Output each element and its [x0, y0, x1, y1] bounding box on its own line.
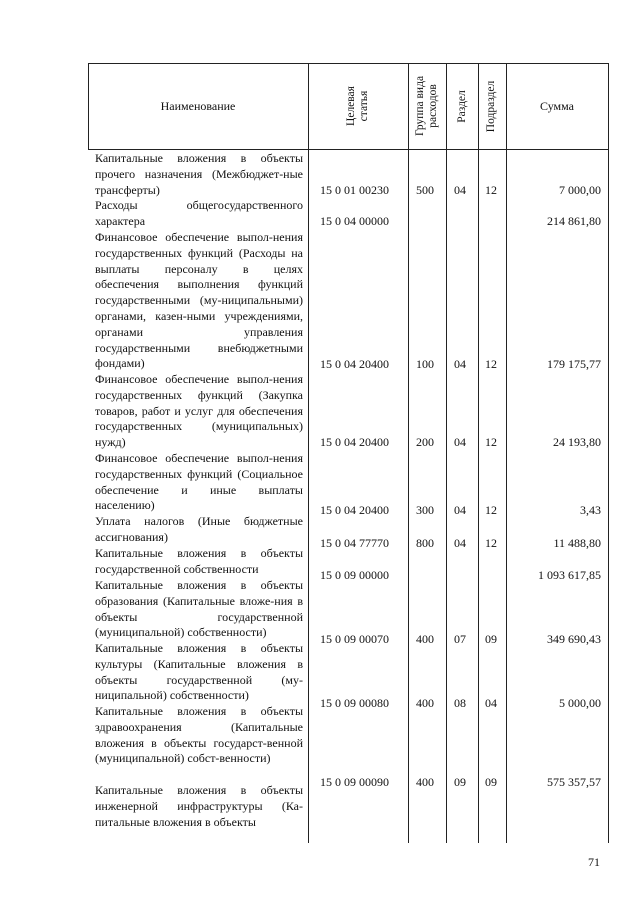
row-7-name: Капитальные вложения в объекты образования (Капитальные вложе-ния в объекты государственной (муниципальной) собственности)	[95, 578, 303, 640]
header-bottom-border	[88, 149, 608, 150]
row-9-group: 400	[416, 775, 434, 789]
row-4-section: 04	[454, 503, 466, 517]
row-3-name: Финансовое обеспечение выпол-нения государственных функций (Закупка товаров, работ и услуг для обеспечения государственных (муниципальных) нужд)	[95, 372, 303, 450]
row-5-subsection: 12	[485, 536, 497, 550]
row-8-section: 08	[454, 696, 466, 710]
column-divider-name	[308, 63, 309, 843]
row-10-name: Капитальные вложения в объекты инженерной инфраструктуры (Ка-питальные вложения в объекты	[95, 783, 303, 829]
row-5-group: 800	[416, 536, 434, 550]
row-5-sum: 11 488,80	[553, 536, 601, 550]
page-number: 71	[588, 855, 600, 869]
row-4-code: 15 0 04 20400	[320, 503, 389, 517]
row-4-subsection: 12	[485, 503, 497, 517]
row-4-group: 300	[416, 503, 434, 517]
header-target-line1: Целевая	[345, 86, 357, 126]
row-9-code: 15 0 09 00090	[320, 775, 389, 789]
row-9-section: 09	[454, 775, 466, 789]
header-name: Наименование	[160, 99, 236, 113]
row-8-sum: 5 000,00	[559, 696, 601, 710]
row-9-name: Капитальные вложения в объекты здравоохранения (Капитальные вложения в объекты государст-венной (муниципальной) собст-венности)	[95, 704, 303, 766]
column-divider-code	[408, 63, 409, 843]
row-9-subsection: 09	[485, 775, 497, 789]
row-2-section: 04	[454, 357, 466, 371]
row-4-sum: 3,43	[580, 503, 601, 517]
row-0-code: 15 0 01 00230	[320, 183, 389, 197]
row-1-code: 15 0 04 00000	[320, 214, 389, 228]
row-3-sum: 24 193,80	[553, 435, 601, 449]
row-0-group: 500	[416, 183, 434, 197]
row-7-sum: 349 690,43	[547, 632, 601, 646]
column-divider-subsection	[506, 63, 507, 843]
row-5-name: Уплата налогов (Иные бюджетные ассигнования)	[95, 514, 303, 544]
row-8-name: Капитальные вложения в объекты культуры (Капитальные вложения в объекты государственной (му-ниципальной) собственности)	[95, 641, 303, 703]
row-5-section: 04	[454, 536, 466, 550]
row-3-group: 200	[416, 435, 434, 449]
row-0-name: Капитальные вложения в объекты прочего назначения (Межбюджет-ные трансферты)	[95, 151, 303, 197]
row-2-code: 15 0 04 20400	[320, 357, 389, 371]
row-6-sum: 1 093 617,85	[538, 568, 601, 582]
header-target-article	[308, 63, 408, 149]
row-5-code: 15 0 04 77770	[320, 536, 389, 550]
column-divider-section	[478, 63, 479, 843]
table-right-border	[608, 63, 609, 843]
header-target-line2: статья	[358, 90, 370, 122]
row-0-subsection: 12	[485, 183, 497, 197]
header-subsection-label: Подраздел	[485, 80, 498, 132]
row-6-name: Капитальные вложения в объекты государственной собственности	[95, 546, 303, 576]
row-7-group: 400	[416, 632, 434, 646]
row-8-subsection: 04	[485, 696, 497, 710]
row-6-code: 15 0 09 00000	[320, 568, 389, 582]
row-3-section: 04	[454, 435, 466, 449]
header-section-label: Раздел	[455, 89, 468, 123]
row-2-sum: 179 175,77	[547, 357, 601, 371]
header-expense-group	[408, 63, 446, 149]
header-group-line2: расходов	[427, 84, 440, 128]
header-section	[446, 63, 478, 149]
row-4-name: Финансовое обеспечение выпол-нения государственных функций (Социальное обеспечение и иные выплаты населению)	[95, 451, 303, 513]
row-0-section: 04	[454, 183, 466, 197]
row-2-subsection: 12	[485, 357, 497, 371]
row-8-group: 400	[416, 696, 434, 710]
header-group-line1: Группа вида	[414, 75, 427, 137]
budget-table	[88, 63, 608, 843]
row-9-sum: 575 357,57	[547, 775, 601, 789]
row-7-code: 15 0 09 00070	[320, 632, 389, 646]
row-1-sum: 214 861,80	[547, 214, 601, 228]
header-sum: Сумма	[540, 99, 574, 113]
row-2-group: 100	[416, 357, 434, 371]
row-8-code: 15 0 09 00080	[320, 696, 389, 710]
column-divider-group	[446, 63, 447, 843]
row-3-subsection: 12	[485, 435, 497, 449]
row-7-subsection: 09	[485, 632, 497, 646]
header-subsection	[478, 63, 506, 149]
row-2-name: Финансовое обеспечение выпол-нения государственных функций (Расходы на выплаты персоналу в целях обеспечения выполнения функций государственными (му-ниципальными) органами, казен-ными учреждениями, органами управления государственными внебюджетными фондами)	[95, 230, 303, 371]
row-3-code: 15 0 04 20400	[320, 435, 389, 449]
row-7-section: 07	[454, 632, 466, 646]
row-0-sum: 7 000,00	[559, 183, 601, 197]
row-1-name: Расходы общегосударственного характера	[95, 198, 303, 228]
